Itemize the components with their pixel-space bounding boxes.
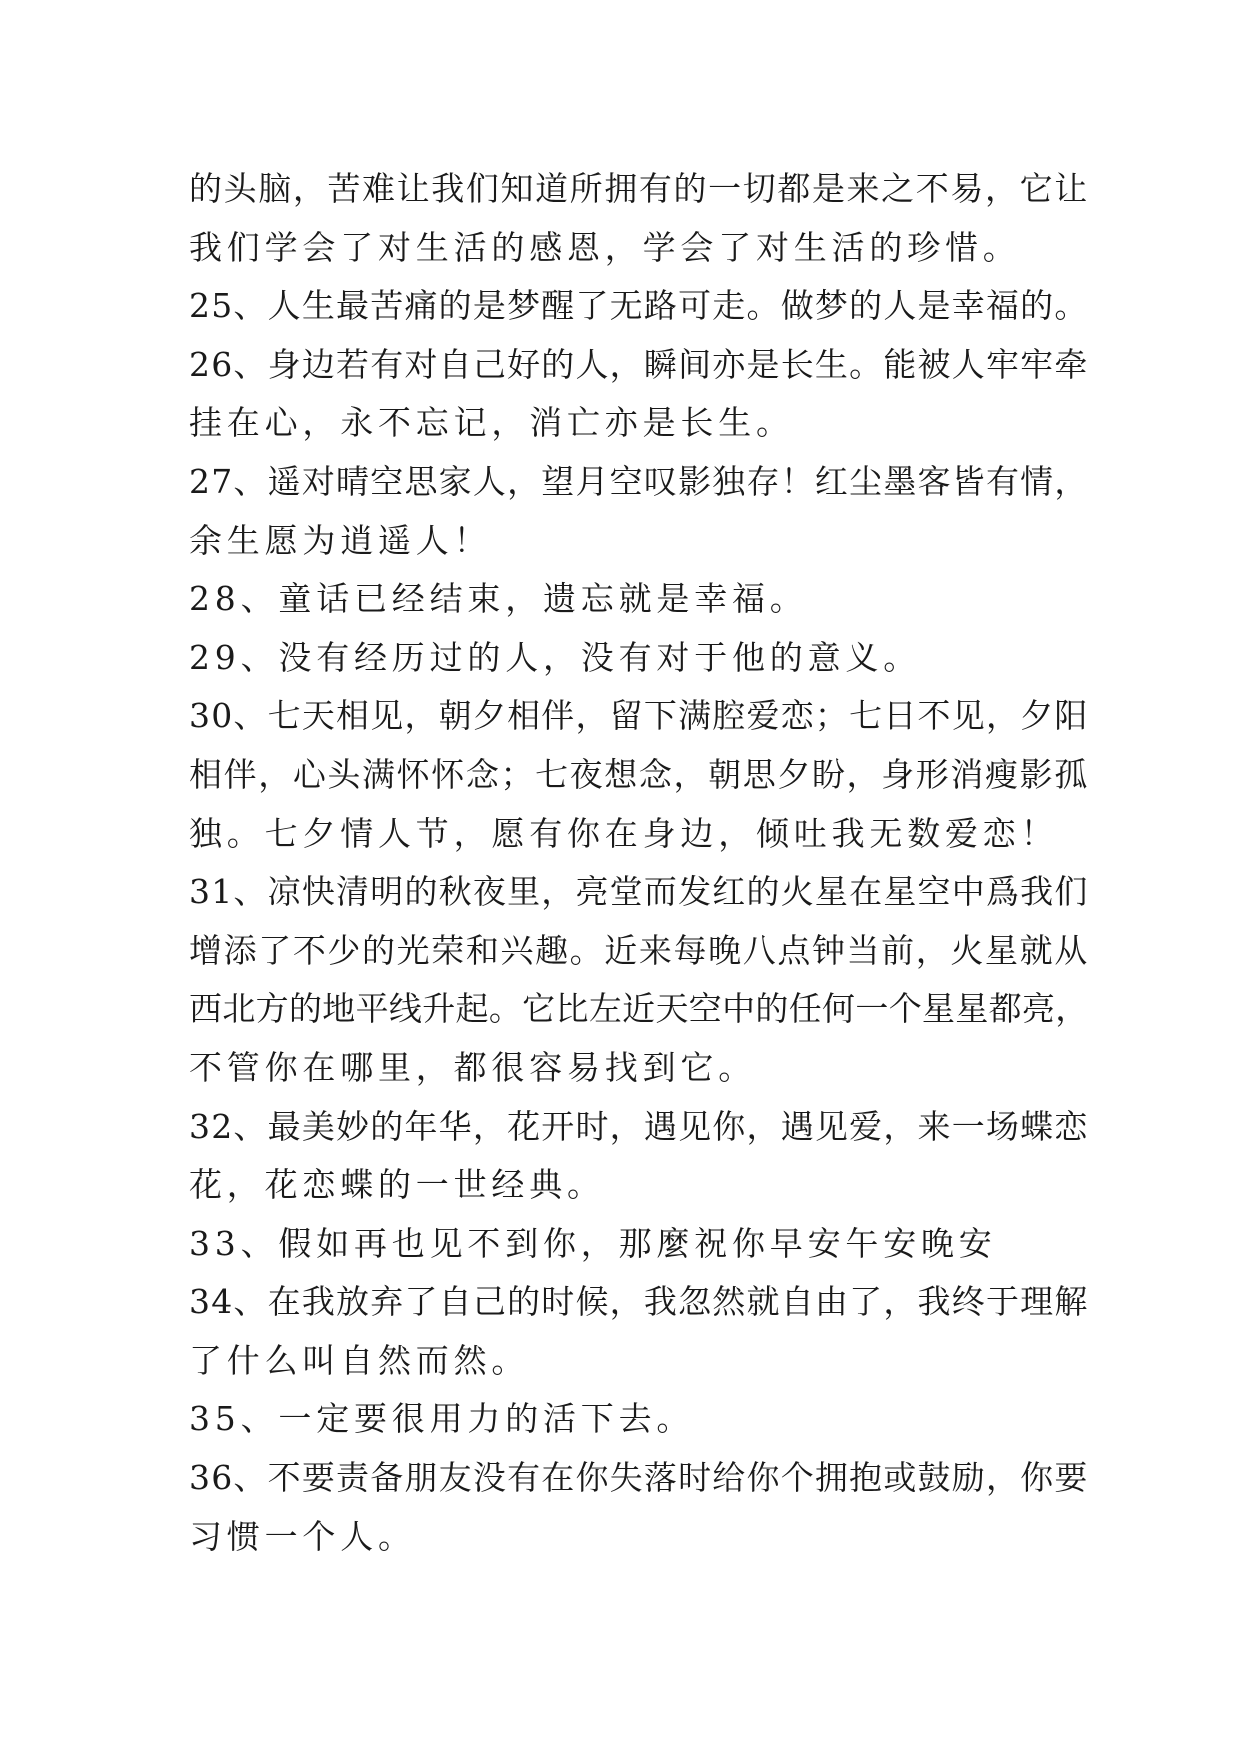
text-line: 西北方的地平线升起。它比左近天空中的任何一个星星都亮， xyxy=(189,989,1089,1029)
text-line: 34、在我放弃了自己的时候，我忽然就自由了，我终于理解 xyxy=(189,1282,1089,1322)
text-line: 30、七天相见，朝夕相伴，留下满腔爱恋；七日不见，夕阳 xyxy=(189,696,1089,736)
text-line: 25、人生最苦痛的是梦醒了无路可走。做梦的人是幸福的。 xyxy=(189,286,1089,326)
text-line: 33、假如再也见不到你，那麼祝你早安午安晚安 xyxy=(189,1223,997,1263)
text-line: 29、没有经历过的人，没有对于他的意义。 xyxy=(189,637,921,677)
text-line: 习惯一个人。 xyxy=(189,1516,416,1556)
text-line: 不管你在哪里，都很容易找到它。 xyxy=(189,1047,756,1087)
text-line: 32、最美妙的年华，花开时，遇见你，遇见爱，来一场蝶恋 xyxy=(189,1106,1089,1146)
text-line: 了什么叫自然而然。 xyxy=(189,1340,530,1380)
text-line: 挂在心，永不忘记，消亡亦是长生。 xyxy=(189,403,794,443)
text-line: 增添了不少的光荣和兴趣。近来每晚八点钟当前，火星就从 xyxy=(189,930,1089,970)
text-line: 35、一定要很用力的活下去。 xyxy=(189,1399,695,1439)
text-line: 相伴，心头满怀怀念；七夜想念，朝思夕盼，身形消瘦影孤 xyxy=(189,754,1089,794)
text-line: 28、童话已经结束，遗忘就是幸福。 xyxy=(189,579,808,619)
text-line: 独。七夕情人节，愿有你在身边，倾吐我无数爱恋！ xyxy=(189,813,1059,853)
text-line: 26、身边若有对自己好的人，瞬间亦是长生。能被人牢牢牵 xyxy=(189,344,1089,384)
text-line: 36、不要责备朋友没有在你失落时给你个拥抱或鼓励，你要 xyxy=(189,1458,1089,1498)
document-body xyxy=(189,160,1089,1566)
text-line: 的头脑，苦难让我们知道所拥有的一切都是来之不易，它让 xyxy=(189,169,1089,208)
text-line: 花，花恋蝶的一世经典。 xyxy=(189,1165,605,1205)
text-line: 27、遥对晴空思家人，望月空叹影独存！红尘墨客皆有情， xyxy=(189,461,1089,501)
text-line: 余生愿为逍遥人！ xyxy=(189,520,492,560)
text-line: 31、凉快清明的秋夜里，亮堂而发红的火星在星空中爲我们 xyxy=(189,872,1089,912)
text-line: 我们学会了对生活的感恩，学会了对生活的珍惜。 xyxy=(189,227,1021,267)
